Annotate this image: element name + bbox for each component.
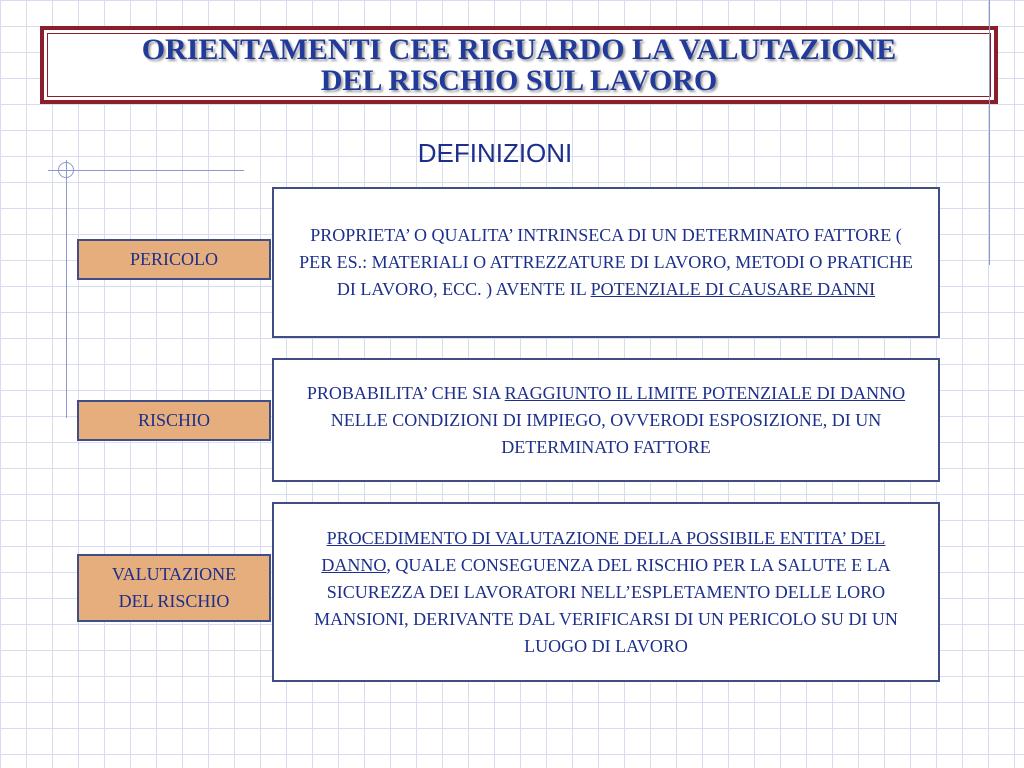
definition-plain: , QUALE CONSEGUENZA DEL RISCHIO PER LA SALUTE E LA SICUREZZA DEI LAVORATORI NELL’ESPLETAMENTO DELLE LORO MANSIONI, DERIVANTE DAL VERIFICARSI DI UN PERICOLO SU DI UN LUOGO DI LAVORO: [314, 554, 898, 656]
term-label-line-1: VALUTAZIONE: [111, 564, 237, 584]
term-rischio: [77, 400, 271, 441]
decorative-line-vertical: [66, 160, 67, 418]
title-box: [40, 26, 998, 104]
decorative-line-horizontal: [48, 170, 244, 171]
slide-title: [142, 34, 897, 96]
definition-text: [296, 222, 916, 303]
definition-underlined: POTENZIALE DI CAUSARE DANNI: [590, 279, 876, 299]
definition-text: [296, 380, 916, 461]
definition-rischio: [272, 358, 940, 482]
title-line-2: DEL RISCHIO SUL LAVORO: [320, 64, 718, 97]
title-line-1: ORIENTAMENTI CEE RIGUARDO LA VALUTAZIONE: [141, 33, 897, 66]
term-valutazione-del-rischio: [77, 554, 271, 622]
definition-underlined: PROCEDIMENTO DI VALUTAZIONE DELLA POSSIBILE ENTITA’ DEL DANNO: [321, 527, 886, 575]
term-label: RISCHIO: [137, 410, 210, 430]
definition-valutazione-del-rischio: [272, 502, 940, 682]
decorative-circle: [58, 162, 74, 178]
term-pericolo: [77, 239, 271, 280]
definition-pericolo: [272, 187, 940, 338]
subtitle: DEFINIZIONI: [417, 138, 573, 168]
decorative-line-right: [989, 0, 990, 265]
definition-underlined: RAGGIUNTO IL LIMITE POTENZIALE DI DANNO: [504, 382, 906, 403]
definition-plain: PROBABILITA’ CHE SIA: [306, 382, 505, 403]
term-label: PERICOLO: [129, 249, 218, 269]
definition-plain: NELLE CONDIZIONI DI IMPIEGO, OVVERODI ESPOSIZIONE, DI UN DETERMINATO FATTORE: [330, 409, 882, 457]
term-label-line-2: DEL RISCHIO: [118, 591, 230, 611]
definition-text: [296, 525, 916, 660]
definition-plain: PROPRIETA’ O QUALITA’ INTRINSECA DI UN DETERMINATO FATTORE ( PER ES.: MATERIALI O ATTREZZATURE DI LAVORO, METODI O PRATICHE DI LAVORO, ECC. ) AVENTE IL: [299, 225, 913, 299]
